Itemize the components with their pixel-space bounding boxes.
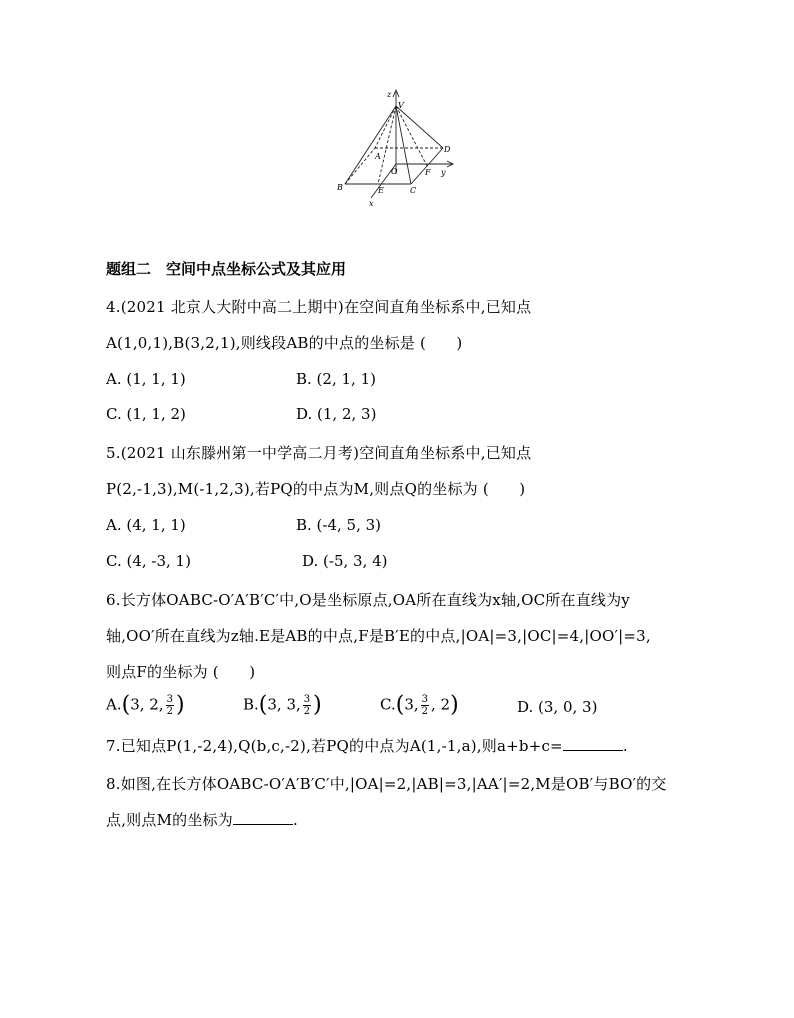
q5-option-c: C. (4, -3, 1) [106, 552, 191, 570]
label-B: B [337, 183, 343, 192]
q4-option-b: B. (2, 1, 1) [296, 370, 376, 388]
q6-option-b: B.(3, 3, $\frac{3}{2}$ ) [243, 692, 322, 718]
pyramid-figure [335, 86, 465, 208]
q4-option-c: C. (1, 1, 2) [106, 405, 186, 423]
q4-option-d: D. (1, 2, 3) [296, 405, 377, 423]
q6-stem-line3: 则点F的坐标为 ( ) [106, 663, 256, 681]
q6-stem-line2: 轴,OO′所在直线为z轴.E是AB的中点,F是B′E的中点,|OA|=3,|OC|=4,|OO′|=3, [106, 627, 651, 645]
q4-stem-line2: A(1,0,1),B(3,2,1),则线段AB的中点的坐标是 ( ) [106, 334, 463, 352]
label-D: D [444, 145, 451, 154]
q6-option-d: D. (3, 0, 3) [517, 698, 598, 716]
q5-stem-line1: 5.(2021 山东滕州第一中学高二月考)空间直角坐标系中,已知点 [106, 444, 532, 462]
q5-option-d: D. (-5, 3, 4) [302, 552, 388, 570]
q8-answer-blank[interactable] [233, 810, 293, 825]
q6-stem-line1: 6.长方体OABC-O′A′B′C′中,O是坐标原点,OA所在直线为x轴,OC所在直线为y [106, 591, 630, 609]
label-C: C [410, 186, 417, 195]
q8-stem-line2: 点,则点M的坐标为 . [106, 811, 298, 829]
label-V: V [398, 101, 404, 110]
section-title: 题组二 空间中点坐标公式及其应用 [106, 260, 347, 278]
label-A: A [375, 152, 381, 161]
q5-option-b: B. (-4, 5, 3) [296, 516, 382, 534]
q8-stem-line1: 8.如图,在长方体OABC-O′A′B′C′中,|OA|=2,|AB|=3,|AA′|=2,M是OB′与BO′的交 [106, 775, 667, 793]
label-y: y [441, 168, 446, 177]
label-E: E [378, 186, 384, 195]
q5-stem-line2: P(2,-1,3),M(-1,2,3),若PQ的中点为M,则点Q的坐标为 ( ) [106, 480, 526, 498]
q7-answer-blank[interactable] [563, 736, 623, 751]
q7-stem: 7.已知点P(1,-2,4),Q(b,c,-2),若PQ的中点为A(1,-1,a),则a+b+c= . [106, 737, 628, 755]
q4-stem-text: 4.(2021 北京人大附中高二上期中)在空间直角坐标系中,已知点 [106, 298, 532, 316]
q5-option-a: A. (4, 1, 1) [106, 516, 186, 534]
label-z: z [387, 90, 392, 99]
label-x: x [369, 199, 374, 208]
q6-option-c: C.(3, $\frac{3}{2}$ , 2) [380, 692, 459, 718]
q4-option-a: A. (1, 1, 1) [106, 370, 186, 388]
label-F: F [425, 168, 431, 177]
label-O: O [391, 167, 398, 176]
q6-option-a: A.(3, 2, $\frac{3}{2}$ ) [106, 692, 185, 718]
q4-stem-line1 [106, 297, 686, 317]
